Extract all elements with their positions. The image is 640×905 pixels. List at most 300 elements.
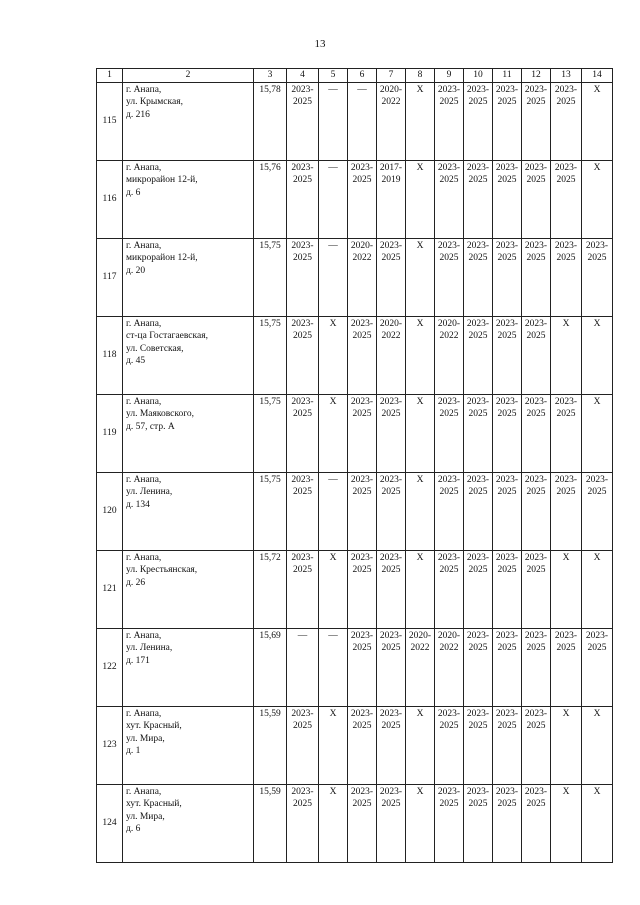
address-line: д. 171 (126, 655, 150, 666)
housing-repair-table (96, 68, 613, 863)
address-line: ул. Маяковского, (126, 409, 195, 419)
period-value: 2023- (466, 630, 490, 641)
period-cell (348, 82, 377, 160)
period-value: 2025 (352, 409, 372, 419)
period-value: 2025 (439, 487, 459, 497)
period-value: 2025 (381, 253, 401, 263)
period-cell (348, 784, 377, 862)
period-cell (551, 394, 582, 472)
period-value: 2023- (554, 396, 578, 407)
period-cell (319, 238, 348, 316)
period-cell (551, 316, 582, 394)
period-value: 2023- (466, 474, 490, 485)
period-value: 2022 (410, 643, 430, 653)
period-cell (582, 238, 613, 316)
period-value: 2023- (466, 396, 490, 407)
row-number: 118 (97, 316, 123, 394)
period-value: 2025 (526, 175, 546, 185)
period-value: X (416, 786, 424, 797)
period-value: 2025 (468, 565, 488, 575)
area-cell: 15,59 (254, 784, 287, 862)
address-cell (123, 316, 254, 394)
period-value: 2023- (437, 240, 461, 251)
period-value: — (328, 162, 338, 173)
period-cell (551, 160, 582, 238)
period-value: 2023- (554, 84, 578, 95)
period-cell (522, 550, 551, 628)
period-value: 2025 (468, 799, 488, 809)
period-value: 2025 (497, 721, 517, 731)
period-cell (377, 82, 406, 160)
period-cell (435, 160, 464, 238)
row-number: 122 (97, 628, 123, 706)
area-cell: 15,75 (254, 472, 287, 550)
address-line: г. Анапа, (126, 786, 162, 797)
period-cell (493, 550, 522, 628)
period-value: 2025 (526, 643, 546, 653)
period-value: X (329, 318, 337, 329)
column-header: 5 (319, 69, 348, 83)
period-cell (493, 628, 522, 706)
period-value: 2023- (524, 552, 548, 563)
period-value: 2025 (439, 799, 459, 809)
period-value: 2023- (495, 474, 519, 485)
period-cell (464, 706, 493, 784)
period-value: 2023- (350, 162, 374, 173)
period-value: 2025 (497, 253, 517, 263)
period-value: 2025 (352, 565, 372, 575)
period-cell (435, 550, 464, 628)
period-cell (582, 316, 613, 394)
period-cell (435, 394, 464, 472)
table-row (97, 628, 613, 706)
period-cell (464, 160, 493, 238)
period-cell (319, 160, 348, 238)
period-cell (348, 706, 377, 784)
period-cell (406, 394, 435, 472)
period-value: 2023- (350, 396, 374, 407)
period-cell (435, 316, 464, 394)
table-row (97, 784, 613, 862)
period-value: X (416, 396, 424, 407)
period-value: 2023- (379, 396, 403, 407)
period-value: 2025 (497, 643, 517, 653)
row-number: 121 (97, 550, 123, 628)
column-header: 4 (287, 69, 319, 83)
period-value: 2022 (381, 97, 401, 107)
period-cell (348, 472, 377, 550)
address-line: д. 57, стр. А (126, 421, 175, 432)
address-line: микрорайон 12-й, (126, 253, 198, 263)
address-cell (123, 784, 254, 862)
period-cell (348, 160, 377, 238)
period-value: 2025 (497, 175, 517, 185)
period-value: 2023- (495, 396, 519, 407)
row-number: 117 (97, 238, 123, 316)
table-row (97, 394, 613, 472)
period-value: 2023- (437, 84, 461, 95)
address-line: хут. Красный, (126, 721, 182, 731)
period-value: X (593, 552, 601, 563)
period-value: 2023- (379, 708, 403, 719)
period-value: 2025 (468, 331, 488, 341)
period-cell (522, 706, 551, 784)
column-header: 7 (377, 69, 406, 83)
period-cell (551, 784, 582, 862)
period-value: 2025 (293, 253, 312, 263)
period-cell (348, 316, 377, 394)
address-cell (123, 82, 254, 160)
period-value: 2025 (468, 97, 488, 107)
period-cell (287, 238, 319, 316)
period-value: X (416, 474, 424, 485)
row-number: 123 (97, 706, 123, 784)
address-line: д. 20 (126, 265, 146, 276)
period-value: 2023- (291, 474, 314, 485)
period-value: 2025 (468, 409, 488, 419)
address-cell (123, 706, 254, 784)
period-value: 2025 (526, 253, 546, 263)
period-value: X (416, 240, 424, 251)
period-value: 2023- (495, 318, 519, 329)
period-value: 2025 (439, 97, 459, 107)
period-value: 2020- (379, 318, 403, 329)
period-value: 2023- (291, 240, 314, 251)
address-line: г. Анапа, (126, 708, 162, 719)
page-number: 13 (314, 38, 326, 50)
period-cell (319, 316, 348, 394)
period-cell (493, 472, 522, 550)
row-number: 124 (97, 784, 123, 862)
address-line: г. Анапа, (126, 552, 162, 563)
period-value: 2023- (495, 162, 519, 173)
period-cell (287, 394, 319, 472)
period-cell (464, 784, 493, 862)
period-value: 2025 (381, 409, 401, 419)
column-header: 6 (348, 69, 377, 83)
period-cell (406, 82, 435, 160)
period-cell (287, 784, 319, 862)
period-value: 2025 (293, 97, 312, 107)
column-header: 11 (493, 69, 522, 83)
period-value: 2023- (437, 396, 461, 407)
period-cell (582, 82, 613, 160)
period-value: 2023- (554, 240, 578, 251)
column-header: 10 (464, 69, 493, 83)
address-line: д. 6 (126, 187, 141, 198)
period-cell (287, 316, 319, 394)
period-value: 2025 (526, 799, 546, 809)
period-cell (435, 628, 464, 706)
period-value: 2023- (379, 630, 403, 641)
period-value: 2025 (468, 487, 488, 497)
period-value: 2022 (352, 253, 372, 263)
address-line: ст-ца Гостагаевская, (126, 331, 208, 341)
period-value: 2025 (556, 643, 576, 653)
period-cell (582, 472, 613, 550)
period-cell (348, 394, 377, 472)
period-value: 2023- (291, 552, 314, 563)
column-header: 1 (97, 69, 123, 83)
period-value: — (297, 630, 308, 641)
period-value: 2023- (437, 162, 461, 173)
period-value: 2020- (379, 84, 403, 95)
period-cell (493, 316, 522, 394)
period-value: — (328, 84, 338, 95)
period-cell (435, 238, 464, 316)
period-value: 2023- (524, 162, 548, 173)
period-value: 2025 (587, 253, 607, 263)
period-value: 2020- (437, 318, 461, 329)
period-cell (377, 316, 406, 394)
period-value: 2023- (291, 318, 314, 329)
period-value: 2025 (352, 175, 372, 185)
period-value: 2023- (554, 474, 578, 485)
period-value: X (416, 708, 424, 719)
period-cell (582, 550, 613, 628)
period-cell (522, 784, 551, 862)
table-row (97, 82, 613, 160)
period-value: 2025 (439, 565, 459, 575)
period-cell (319, 394, 348, 472)
period-value: 2023- (495, 708, 519, 719)
address-line: ул. Крымская, (126, 97, 183, 107)
period-cell (377, 784, 406, 862)
area-cell: 15,78 (254, 82, 287, 160)
table-row (97, 706, 613, 784)
address-line: д. 134 (126, 499, 150, 510)
period-cell (406, 784, 435, 862)
address-cell (123, 394, 254, 472)
period-cell (319, 550, 348, 628)
period-cell (582, 394, 613, 472)
header-row (97, 69, 613, 83)
period-cell (435, 784, 464, 862)
period-value: — (328, 474, 338, 485)
period-cell (377, 160, 406, 238)
period-value: 2025 (352, 721, 372, 731)
address-line: ул. Советская, (126, 343, 184, 354)
address-line: ул. Ленина, (126, 487, 173, 497)
row-number: 115 (97, 82, 123, 160)
period-value: 2025 (293, 409, 312, 419)
period-value: 2025 (352, 799, 372, 809)
period-cell (319, 706, 348, 784)
period-value: 2025 (556, 487, 576, 497)
period-cell (493, 82, 522, 160)
period-value: — (328, 630, 338, 641)
period-cell (522, 394, 551, 472)
period-value: X (416, 318, 424, 329)
period-value: 2023- (350, 786, 374, 797)
address-line: д. 1 (126, 746, 141, 756)
table-row (97, 238, 613, 316)
column-header: 2 (123, 69, 254, 83)
period-value: 2025 (352, 643, 372, 653)
period-cell (406, 628, 435, 706)
period-value: X (562, 552, 570, 563)
period-value: 2023- (495, 786, 519, 797)
period-value: 2023- (466, 240, 490, 251)
period-cell (551, 628, 582, 706)
period-value: 2025 (439, 175, 459, 185)
period-value: 2025 (587, 643, 607, 653)
address-line: ул. Мира, (126, 811, 165, 822)
period-value: 2023- (466, 786, 490, 797)
period-value: 2023- (524, 474, 548, 485)
period-cell (287, 82, 319, 160)
period-cell (377, 550, 406, 628)
period-value: 2025 (497, 331, 517, 341)
period-value: 2025 (526, 565, 546, 575)
table-row (97, 550, 613, 628)
address-line: д. 6 (126, 824, 141, 834)
period-value: 2023- (291, 786, 314, 797)
period-value: X (593, 84, 601, 95)
column-header: 9 (435, 69, 464, 83)
address-cell (123, 160, 254, 238)
period-value: 2025 (381, 643, 401, 653)
area-cell: 15,75 (254, 394, 287, 472)
period-value: 2025 (381, 487, 401, 497)
period-value: 2025 (468, 175, 488, 185)
period-cell (287, 160, 319, 238)
row-number: 120 (97, 472, 123, 550)
period-cell (582, 160, 613, 238)
period-value: X (562, 708, 570, 719)
period-value: 2023- (524, 240, 548, 251)
period-value: 2023- (524, 630, 548, 641)
period-value: 2025 (352, 331, 372, 341)
period-cell (582, 784, 613, 862)
period-value: 2023- (554, 630, 578, 641)
period-value: 2023- (466, 84, 490, 95)
period-value: 2025 (468, 643, 488, 653)
column-header: 14 (582, 69, 613, 83)
period-value: 2023- (524, 318, 548, 329)
address-line: ул. Крестьянская, (126, 565, 198, 575)
period-value: 2025 (497, 97, 517, 107)
period-value: 2023- (350, 552, 374, 563)
period-cell (464, 550, 493, 628)
period-value: 2025 (526, 487, 546, 497)
period-value: 2025 (468, 721, 488, 731)
area-cell: 15,75 (254, 316, 287, 394)
period-value: 2023- (554, 162, 578, 173)
period-value: X (562, 786, 570, 797)
period-value: 2025 (526, 97, 546, 107)
period-cell (406, 238, 435, 316)
area-cell: 15,72 (254, 550, 287, 628)
period-value: 2020- (408, 630, 432, 641)
address-cell (123, 472, 254, 550)
address-line: ул. Мира, (126, 733, 165, 744)
period-value: 2025 (352, 487, 372, 497)
address-cell (123, 238, 254, 316)
period-cell (319, 628, 348, 706)
period-value: 2025 (381, 799, 401, 809)
period-value: 2023- (466, 162, 490, 173)
period-cell (406, 316, 435, 394)
period-cell (464, 316, 493, 394)
period-value: 2023- (350, 318, 374, 329)
period-value: 2023- (524, 708, 548, 719)
period-value: 2025 (526, 331, 546, 341)
period-cell (551, 82, 582, 160)
address-line: д. 26 (126, 577, 146, 588)
period-cell (582, 706, 613, 784)
period-value: 2022 (381, 331, 401, 341)
period-value: 2025 (497, 799, 517, 809)
period-value: 2025 (526, 409, 546, 419)
period-value: 2023- (437, 474, 461, 485)
period-value: 2025 (381, 721, 401, 731)
period-value: 2023- (291, 162, 314, 173)
period-cell (319, 784, 348, 862)
period-cell (377, 238, 406, 316)
period-value: 2023- (495, 552, 519, 563)
period-value: 2023- (437, 552, 461, 563)
period-value: 2020- (350, 240, 374, 251)
period-cell (319, 82, 348, 160)
address-line: д. 45 (126, 356, 146, 366)
period-cell (464, 238, 493, 316)
period-value: 2023- (350, 708, 374, 719)
period-cell (287, 472, 319, 550)
period-value: X (416, 84, 424, 95)
period-cell (287, 706, 319, 784)
address-line: г. Анапа, (126, 84, 162, 95)
period-cell (319, 472, 348, 550)
address-cell (123, 550, 254, 628)
period-value: 2023- (524, 786, 548, 797)
period-value: 2023- (466, 552, 490, 563)
period-value: X (329, 786, 337, 797)
period-value: 2023- (379, 474, 403, 485)
period-value: 2023- (495, 630, 519, 641)
period-value: 2025 (381, 565, 401, 575)
period-value: X (416, 552, 424, 563)
period-value: 2023- (466, 708, 490, 719)
period-cell (522, 628, 551, 706)
period-value: X (416, 162, 424, 173)
period-value: 2025 (293, 331, 312, 341)
period-value: 2023- (585, 240, 609, 251)
row-number: 119 (97, 394, 123, 472)
period-value: 2023- (291, 84, 314, 95)
address-line: г. Анапа, (126, 240, 162, 251)
period-value: X (593, 396, 601, 407)
period-value: — (357, 84, 367, 95)
period-cell (522, 238, 551, 316)
period-value: X (593, 708, 601, 719)
period-value: 2025 (556, 97, 576, 107)
period-value: 2025 (497, 487, 517, 497)
period-value: 2022 (439, 331, 459, 341)
address-cell (123, 628, 254, 706)
period-cell (551, 238, 582, 316)
period-cell (287, 628, 319, 706)
period-value: 2025 (497, 409, 517, 419)
period-cell (582, 628, 613, 706)
period-cell (493, 160, 522, 238)
row-number: 116 (97, 160, 123, 238)
period-cell (493, 784, 522, 862)
period-cell (464, 472, 493, 550)
address-line: г. Анапа, (126, 396, 162, 407)
area-cell: 15,59 (254, 706, 287, 784)
address-line: ул. Ленина, (126, 643, 173, 653)
